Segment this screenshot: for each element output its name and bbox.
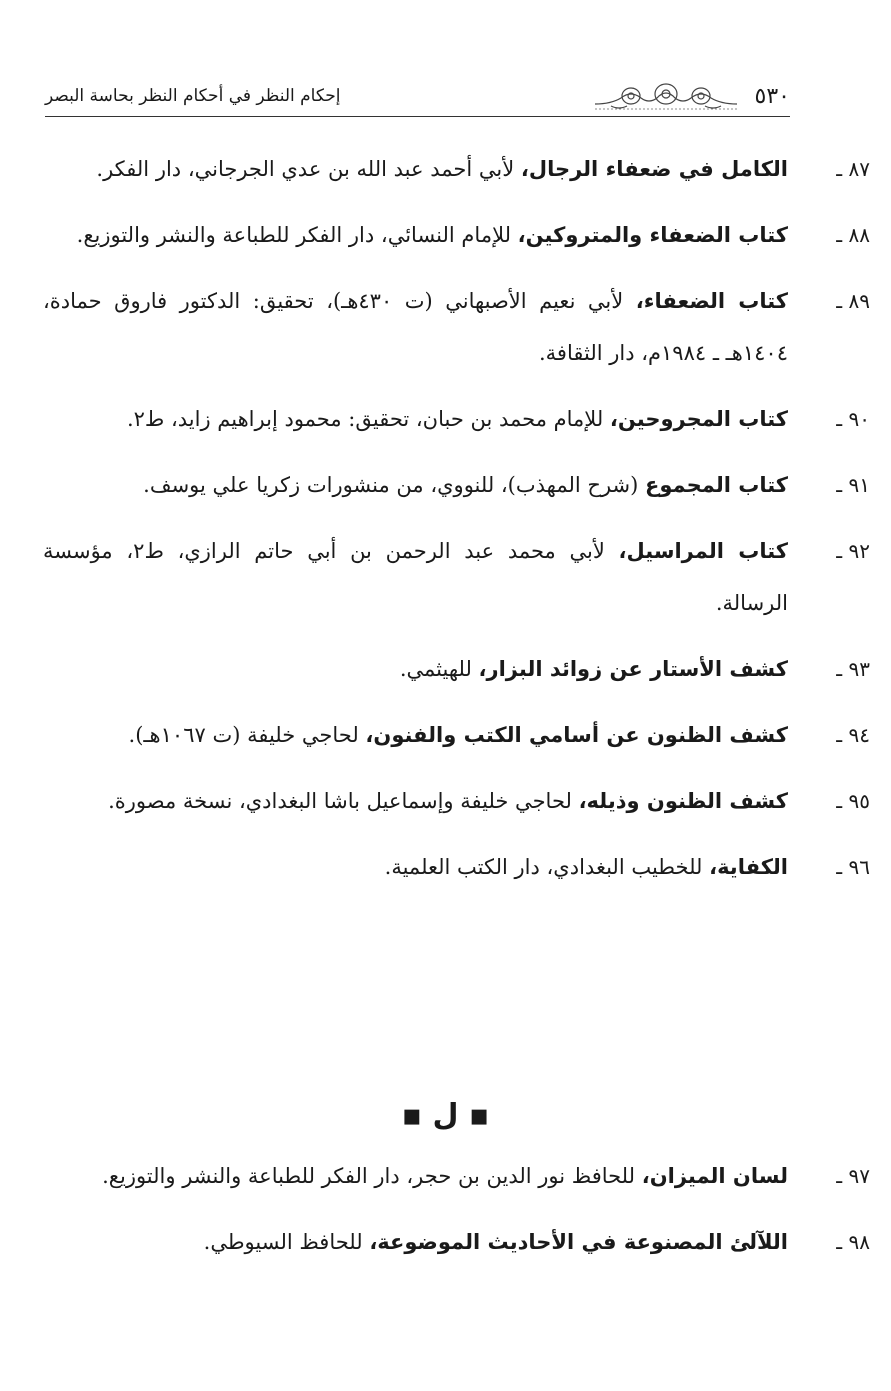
bibliography-list [43,143,870,907]
running-header [45,80,790,112]
entry-number: ٩٧ ـ [836,1164,870,1188]
entry-title: كتاب المجموع [645,473,788,497]
bibliography-entry [43,143,870,195]
entry-details: (شرح المهذب)، للنووي، من منشورات زكريا علي يوسف. [143,473,646,497]
bibliography-list-lam [43,1150,870,1282]
entry-details: لحاجي خليفة وإسماعيل باشا البغدادي، نسخة مصورة. [108,789,579,813]
entry-title: لسان الميزان، [641,1164,788,1188]
entry-number: ٩٥ ـ [836,789,870,813]
bibliography-entry [43,1216,870,1268]
entry-title: كتاب الضعفاء والمتروكين، [517,223,788,247]
entry-number: ٨٩ ـ [836,289,870,313]
entry-title: كتاب المجروحين، [609,407,788,431]
entry-number: ٩١ ـ [836,473,870,497]
entry-details: للهيثمي. [399,657,479,681]
entry-number: ٨٧ ـ [836,157,870,181]
section-letter: ل [432,1098,459,1133]
entry-title: كشف الظنون وذيله، [578,789,788,813]
entry-number: ٩٣ ـ [836,657,870,681]
entry-title: الكفاية، [709,855,788,879]
header-divider [45,116,790,117]
entry-title: كتاب المراسيل، [618,539,789,563]
entry-number: ٩٢ ـ [836,539,870,563]
entry-details: لأبي أحمد عبد الله بن عدي الجرجاني، دار الفكر. [96,157,521,181]
entry-details: لحاجي خليفة (ت ١٠٦٧هـ). [128,723,366,747]
entry-number: ٨٨ ـ [836,223,870,247]
entry-title: كشف الأستار عن زوائد البزار، [478,657,788,681]
entry-details: للخطيب البغدادي، دار الكتب العلمية. [384,855,710,879]
entry-details: لأبي نعيم الأصبهاني (ت ٤٣٠هـ)، تحقيق: الدكتور فاروق حمادة، ١٤٠٤هـ ـ ١٩٨٤م، دار الثقافة. [43,289,788,365]
page-number: ٥٣٠ [754,83,790,109]
entry-details: لأبي محمد عبد الرحمن بن أبي حاتم الرازي، ط٢، مؤسسة الرسالة. [43,539,788,615]
bibliography-entry [43,841,870,893]
section-bullet: ▪ [468,1098,490,1133]
bibliography-entry [43,709,870,761]
running-title: إحكام النظر في أحكام النظر بحاسة البصر [45,86,341,106]
entry-number: ٩٨ ـ [836,1230,870,1254]
entry-title: كشف الظنون عن أسامي الكتب والفنون، [365,723,788,747]
bibliography-entry [43,525,870,629]
entry-details: للإمام محمد بن حبان، تحقيق: محمود إبراهيم زايد، ط٢. [126,407,610,431]
entry-details: للحافظ نور الدين بن حجر، دار الفكر للطباعة والنشر والتوزيع. [102,1164,642,1188]
entry-title: كتاب الضعفاء، [635,289,789,313]
bibliography-entry [43,775,870,827]
entry-details: للحافظ السيوطي. [203,1230,370,1254]
decorative-ornament-icon [591,80,741,112]
entry-number: ٩٦ ـ [836,855,870,879]
section-heading [0,1098,891,1133]
bibliography-entry [43,275,870,379]
entry-details: للإمام النسائي، دار الفكر للطباعة والنشر والتوزيع. [76,223,518,247]
bibliography-entry [43,643,870,695]
bibliography-entry [43,459,870,511]
entry-title: اللآلئ المصنوعة في الأحاديث الموضوعة، [369,1230,788,1254]
entry-title: الكامل في ضعفاء الرجال، [520,157,788,181]
entry-number: ٩٠ ـ [836,407,870,431]
bibliography-entry [43,393,870,445]
bibliography-entry [43,1150,870,1202]
entry-number: ٩٤ ـ [836,723,870,747]
bibliography-entry [43,209,870,261]
section-bullet: ▪ [401,1098,423,1133]
